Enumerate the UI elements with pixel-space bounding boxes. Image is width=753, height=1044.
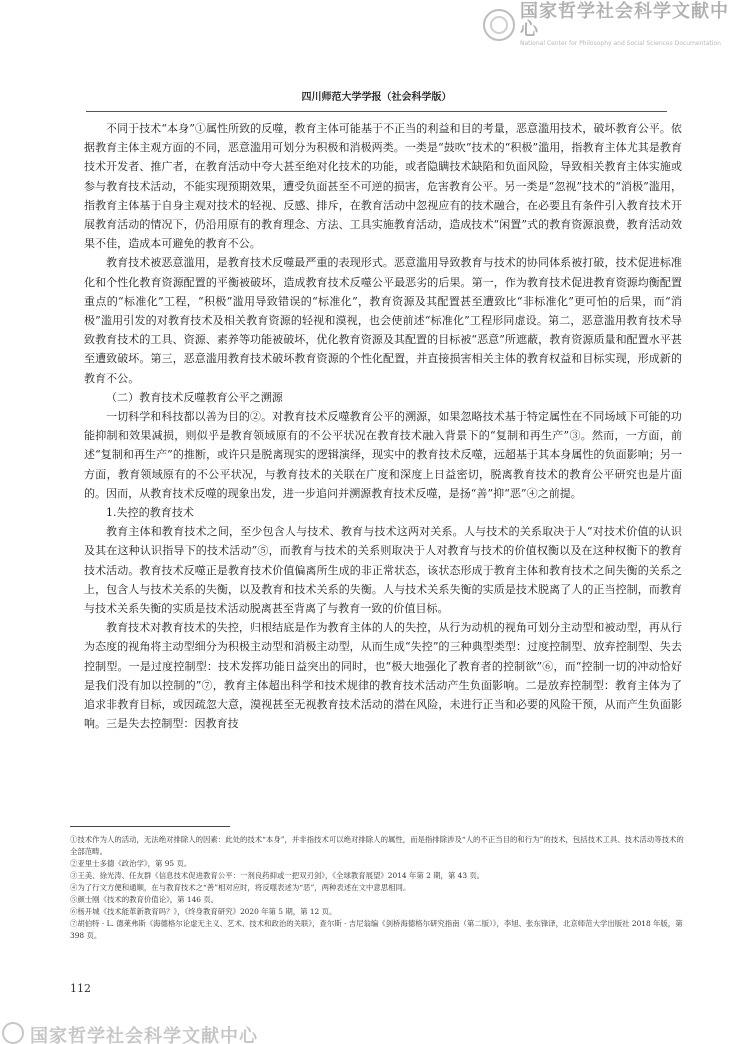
ncpssd-seal-icon (483, 9, 515, 41)
watermark-name-en: National Center for Philosophy and Social Sciences Documentation (520, 40, 721, 47)
page-number: 112 (70, 982, 91, 995)
journal-running-header: 四川师范大学学报（社会科学版） (86, 88, 667, 112)
footnote: ②亚里士多德《政治学》，第 95 页。 (70, 859, 192, 868)
ncpssd-seal-icon (2, 1022, 24, 1044)
watermark-name-cn: 国家哲学社会科学文献中心 (520, 1, 729, 40)
footnote: ④为了行文方便和通顺，在与教育技术之“善”相对应时，将反噬表述为“恶”，两种表述在文中意思相同。 (70, 883, 411, 892)
article-body (84, 119, 682, 734)
ncpssd-watermark-logo (483, 1, 733, 47)
paragraph: 教育技术被恶意滥用，是教育技术反噬最严重的表现形式。恶意滥用导致教育与技术的协同体系被打破，技术促进标准化和个性化教育资源配置的平衡被破坏，造成教育技术反噬公平最恶劣的后果。第一，作为教育技术促进教育资源均衡配置重点的“标准化”工程，“积极”滥用导致错误的“标准化”，教育资源及其配置甚至遭致比“非标准化”更可怕的后果，而“消极”滥用引发的对教育技术及相关教育资源的轻视和漠视，也会使前述“标准化”工程形同虚设。第二，恶意滥用教育技术导致教育技术的工具、资源、素养等功能被破坏，优化教育资源及其配置的目标被“恶意”所遮蔽，教育资源质量和配置水平甚至遭致破坏。第三，恶意滥用教育技术破坏教育资源的个性化配置，并直接损害相关主体的教育权益和目标实现，形成新的教育不公。 (84, 256, 682, 385)
footnote-divider (70, 826, 230, 827)
paragraph: 教育主体和教育技术之间，至少包含人与技术、教育与技术这两对关系。人与技术的关系取决于人“对技术价值的认识及其在这种认识指导下的技术活动”⑤，而教育与技术的关系则取决于人对教育与技术的价值权衡以及在这种权衡下的教育技术活动。教育技术反噬正是教育技术价值偏离所生成的非正常状态，该状态形成于教育主体和教育技术之间失衡的关系之上，包含人与技术关系的失衡，以及教育和技术关系的失衡。人与技术关系失衡的实质是技术脱离了人的正当控制，而教育与技术关系失衡的实质是技术活动脱离甚至背离了与教育一致的价值目标。 (84, 525, 682, 616)
section-heading: （二）教育技术反噬教育公平之溯源 (106, 390, 283, 404)
footnote: ⑤颜士刚《技术的教育价值论》，第 146 页。 (70, 895, 219, 904)
paragraph: 教育技术对教育技术的失控，归根结底是作为教育主体的人的失控，从行为动机的视角可划分主动型和被动型，再从行为态度的视角将主动型细分为积极主动型和消极主动型，从而生成“失控”的三种典型类型：过度控制型、放弃控制型、失去控制型。一是过度控制型：技术发挥功能日益突出的同时，也“极大地强化了教育者的控制欲”⑥，而“控制一切的冲动恰好是我们没有加以控制的”⑦，教育主体超出科学和技术规律的教育技术活动产生负面影响。二是放弃控制型：教育主体为了追求非教育目标，或因疏忽大意，漠视甚至无视教育技术活动的潜在风险，未进行正当和必要的风险干预，从而产生负面影响。三是失去控制型：因教育技 (84, 621, 682, 731)
footnotes (70, 834, 684, 942)
bottom-watermark (0, 1022, 300, 1044)
footnote: ⑥杨开城《技术能革新教育吗？》，《终身教育研究》2020 年第 5 期，第 12 页。 (70, 907, 337, 916)
bottom-watermark-text: 国家哲学社会科学文献中心 (30, 1026, 258, 1044)
footnote: ③王美、徐光涛、任友群《信息技术促进教育公平：一剂良药抑或一把双刃剑》，《全球教育展望》2014 年第 2 期，第 43 页。 (70, 871, 485, 880)
paragraph: 不同于技术“本身”①属性所致的反噬，教育主体可能基于不正当的利益和目的考量，恶意滥用技术，破坏教育公平。依据教育主体主观方面的不同，恶意滥用可划分为积极和消极两类。一类是“鼓吹”技术的“积极”滥用，指教育主体尤其是教育技术开发者、推广者，在教育活动中夸大甚至绝对化技术的功能，或者隐瞒技术缺陷和负面风险，导致相关教育主体实施或参与教育技术活动，不能实现预期效果，遭受负面甚至不可逆的损害，危害教育公平。另一类是“忽视”技术的“消极”滥用，指教育主体基于自身主观对技术的轻视、反感、排斥，在教育活动中忽视应有的技术融合，在必要且有条件引入教育技术开展教育活动的情况下，仍沿用原有的教育理念、方法、工具实施教育活动，造成技术“闲置”式的教育资源浪费，教育活动效果不佳，造成本可避免的教育不公。 (84, 122, 682, 251)
subsection-heading: 1.失控的教育技术 (106, 506, 194, 520)
footnote: ⑦胡伯特 · L. 德莱弗斯《海德格尔论虚无主义、艺术、技术和政治的关联》，查尔斯 · 吉尼翁编《剑桥海德格尔研究指南（第二版）》，李旭、张东锋译，北京师范大学出版社 2018 年版，第 398 页。 (70, 919, 683, 940)
paragraph: 一切科学和科技都以善为目的②。对教育技术反噬教育公平的溯源，如果忽略技术基于特定属性在不同场域下可能的功能抑制和效果减损，则似乎是教育领域原有的不公平状况在教育技术融入背景下的“复制和再生产”③。然而，一方面，前述“复制和再生产”的推断，或许只是脱离现实的逻辑演绎，现实中的教育技术反噬，远超基于其本身属性的负面影响；另一方面，教育领域原有的不公平状况，与教育技术的关联在广度和深度上日益密切，脱离教育技术的教育公平研究也是片面的。因而，从教育技术反噬的现象出发，进一步追问并溯源教育技术反噬，是扬“善”抑“恶”④之前提。 (84, 410, 682, 500)
footnote: ①技术作为人的活动，无法绝对排除人的因素：此处的技术“本身”，并非指技术可以绝对排除人的属性，而是指排除涉及“人的不正当目的和行为”的技术，包括技术工具、技术活动等技术的全部范畴。 (70, 835, 684, 856)
